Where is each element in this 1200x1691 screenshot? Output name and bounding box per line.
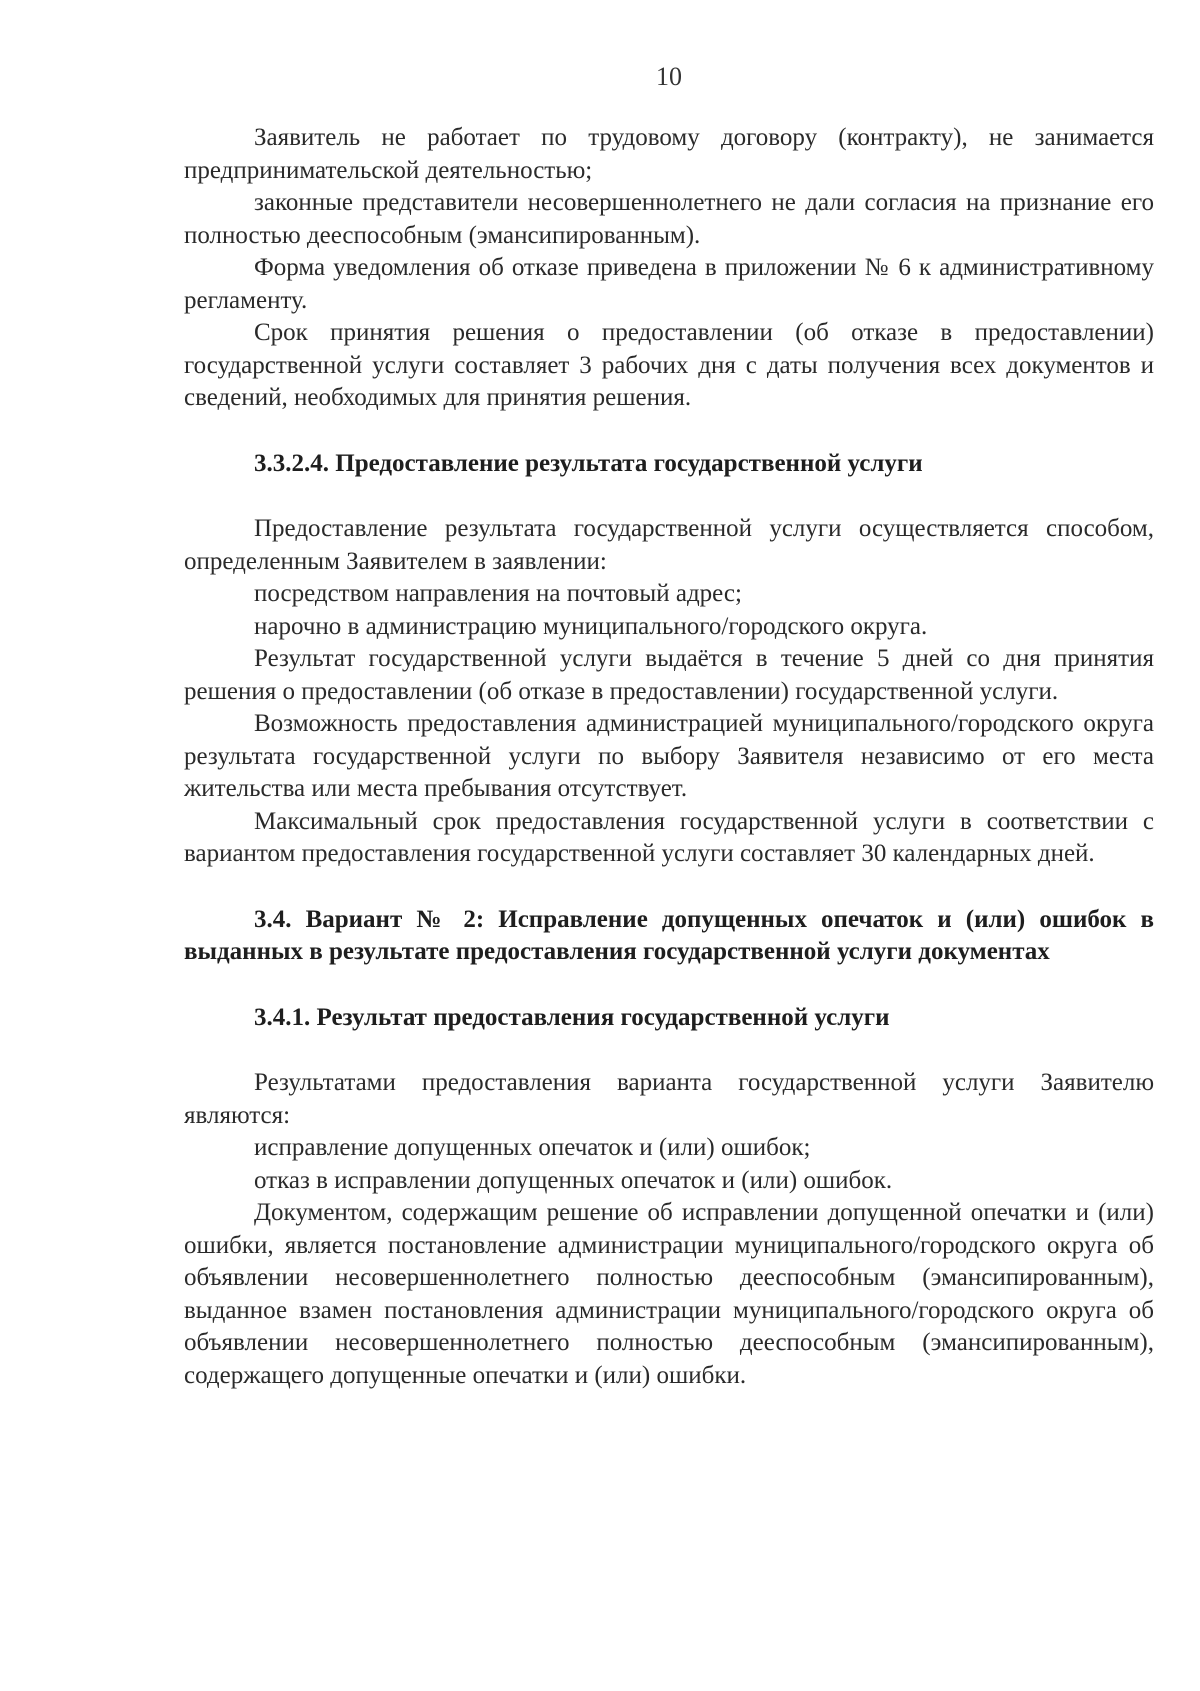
- page-number: 10: [656, 62, 682, 91]
- paragraph: Заявитель не работает по трудовому договору (контракту), не занимается предпринимательской деятельностью;: [184, 124, 1154, 184]
- document-page: [184, 0, 1154, 1691]
- list-item: исправление допущенных опечаток и (или) ошибок;: [254, 1134, 811, 1161]
- document-body: [184, 122, 1154, 1392]
- paragraph: Возможность предоставления администрацией муниципального/городского округа результата государственной услуги по выбору Заявителя независимо от его места жительства или места пребывания отсутствует.: [184, 710, 1154, 802]
- paragraph: Срок принятия решения о предоставлении (об отказе в предоставлении) государственной услуги составляет 3 рабочих дня с даты получения всех документов и сведений, необходимых для принятия решения.: [184, 319, 1154, 411]
- list-item: посредством направления на почтовый адрес;: [254, 580, 742, 607]
- section-heading-3-4-1: 3.4.1. Результат предоставления государственной услуги: [254, 1003, 890, 1031]
- paragraph: Форма уведомления об отказе приведена в приложении № 6 к административному регламенту.: [184, 254, 1154, 314]
- section-heading-3-4: 3.4. Вариант № 2: Исправление допущенных опечаток и (или) ошибок в выданных в результате предоставления государственной услуги документах: [184, 905, 1154, 965]
- paragraph: Результат государственной услуги выдаётся в течение 5 дней со дня принятия решения о предоставлении (об отказе в предоставлении) государственной услуги.: [184, 645, 1154, 705]
- list-item: отказ в исправлении допущенных опечаток и (или) ошибок.: [254, 1166, 893, 1194]
- paragraph: Предоставление результата государственной услуги осуществляется способом, определенным Заявителем в заявлении:: [184, 515, 1154, 575]
- paragraph: Максимальный срок предоставления государственной услуги в соответствии с вариантом предоставления государственной услуги составляет 30 календарных дней.: [184, 807, 1154, 867]
- paragraph: законные представители несовершеннолетнего не дали согласия на признание его полностью дееспособным (эмансипированным).: [184, 189, 1154, 249]
- section-heading-3-3-2-4: 3.3.2.4. Предоставление результата государственной услуги: [254, 449, 923, 477]
- list-item: нарочно в администрацию муниципального/городского округа.: [254, 612, 928, 640]
- paragraph: Результатами предоставления варианта государственной услуги Заявителю являются:: [184, 1069, 1154, 1129]
- paragraph: Документом, содержащим решение об исправлении допущенной опечатки и (или) ошибки, является постановление администрации муниципального/городского округа об объявлении несовершеннолетнего полностью дееспособным (эмансипированным), выданное взамен постановления администрации муниципального/городского округа об объявлении несовершеннолетнего полностью дееспособным (эмансипированным), содержащего допущенные опечатки и (или) ошибки.: [184, 1199, 1154, 1389]
